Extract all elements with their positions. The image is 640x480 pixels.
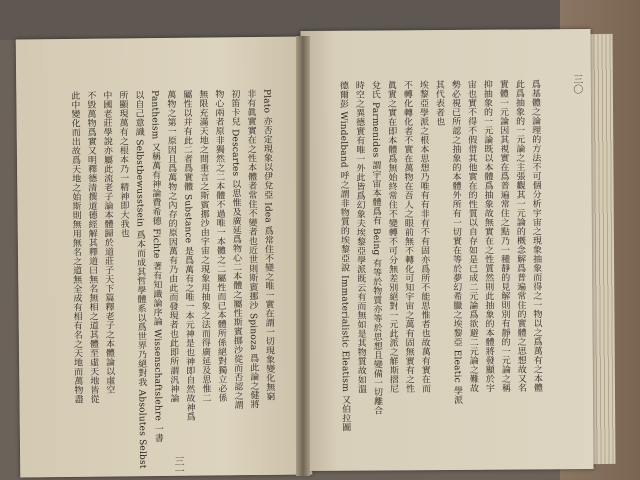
text-column: 無限充滿天地之間重言之斯賓挪沙由宇宙之現象用抽象之法而得廣延及思惟二 [197, 89, 211, 403]
text-column: 初笛卡兒 Descartes 以思惟及廣延爲物心二本體之屬性斯賓挪沙從而否認之謂 [229, 89, 243, 410]
text-column: Plato 亦否定現象以伊兌亞 Idea 爲常住不變之唯一實在謂一切現象變化無窮 [261, 88, 275, 401]
text-column: 眞實之實在即本體爲無始終常住不變轉不可分無差別絕對一元此派之觧斯摺尼 [385, 80, 398, 394]
text-column: 屬性以并有此二者爲實體 Substance 是爲萬有之唯一本元神是也神即自然故神爲 [181, 89, 195, 422]
text-column: 時空之異德實有唯一外此皆爲幻象夫埃黎亞學派既云有而無如是其物質故如溫 [353, 80, 366, 394]
text-column: 德爾彭 Windelband 呼之謂非物質的埃黎亞說 Immaterialistic Eleatism 又伯拉圖 [337, 80, 351, 432]
text-column: 非有眞實實在之性本體者常住不變者也近世則斯賓挪沙 Spinoza 爲此論之健將 [245, 89, 259, 409]
text-column: 宙也實不得不假借其他實在的性質以自存如是已成二元論爲欲避二元論之難故 [465, 79, 478, 393]
text-column: 此爲抽象的一元論之主張觀其一元論的概念解爲普遍常住的實體之思想故又名 [513, 79, 526, 393]
book-gutter [296, 36, 310, 476]
text-column: 其代表者也 [433, 80, 445, 127]
text-column: 以自己意識 Selbstbewusstsein 爲本而成其哲學體系以爲世界乃絕對我 Absolutes Selbst [133, 90, 148, 469]
right-page [300, 29, 593, 471]
text-column: 勢必視已所認之抽象的本體外所有一切實在等於夢幻希臘之埃黎亞 Eleatic 學派 [449, 79, 463, 405]
text-column: 埃黎亞學派之根本思想乃唯有有非有不有固亦爲所不能思惟者也故萬有實在而 [417, 80, 430, 394]
text-column: 所顯現萬有之根本乃一精神即大我也 [117, 90, 129, 238]
text-column: 物心兩者原非獨然之二本體不過唯一本體之二屬性而已本體所係絕對獨立必係 [213, 89, 227, 403]
text-column: Pantheism 又稱萬有神論費希德 Fichte 著有知識論序論 Wissenschaftslehre 一書 [149, 90, 163, 443]
text-column: 萬物之第一原因且爲萬物之內存的原因萬有乃由此而發現者也此即所謂汎神論 [165, 89, 179, 403]
left-page [16, 36, 313, 477]
text-column: 實體一元論因其視實在爲普遍常住之點乃一種靜的見解則別有靜的一元論之稱 [497, 79, 510, 393]
text-column: 中國老莊學說亦屬此流老子論本體歸於道莊子天下篇釋老子之本體論以虛空 [101, 90, 115, 395]
text-column: 爲基體之論理的方法不可個分析宇宙之現象抽象而得之一物以之爲萬有之本體 [529, 79, 542, 393]
text-column: 抑抽象的一元論既以本體爲抽象故無實在之性質然則此抽象的本體將發顯於宇 [481, 79, 494, 393]
text-column: 此中變化而出故爲天地之始斯則無用無名之道無全成有相有名之天地而萬物盡 [69, 90, 83, 404]
text-column: 不轉化轉化者不實在萬物在吾人之眼前無不轉化可知宇宙之萬有固無實有之性 [401, 80, 414, 394]
text-column: 不毀萬物爲實又明釋德清撰道德經解其釋道曰無名無相之道其體至虛天地皆從 [85, 90, 99, 404]
text-column: 兌氏 Parmenides 謂宇宙本體爲有 Being 有等於物質亦等於思想且變備一切離合 [369, 80, 383, 415]
page-number: 三〇 [570, 74, 582, 95]
right-page-text [335, 79, 545, 432]
page-number: 三一 [172, 455, 184, 476]
